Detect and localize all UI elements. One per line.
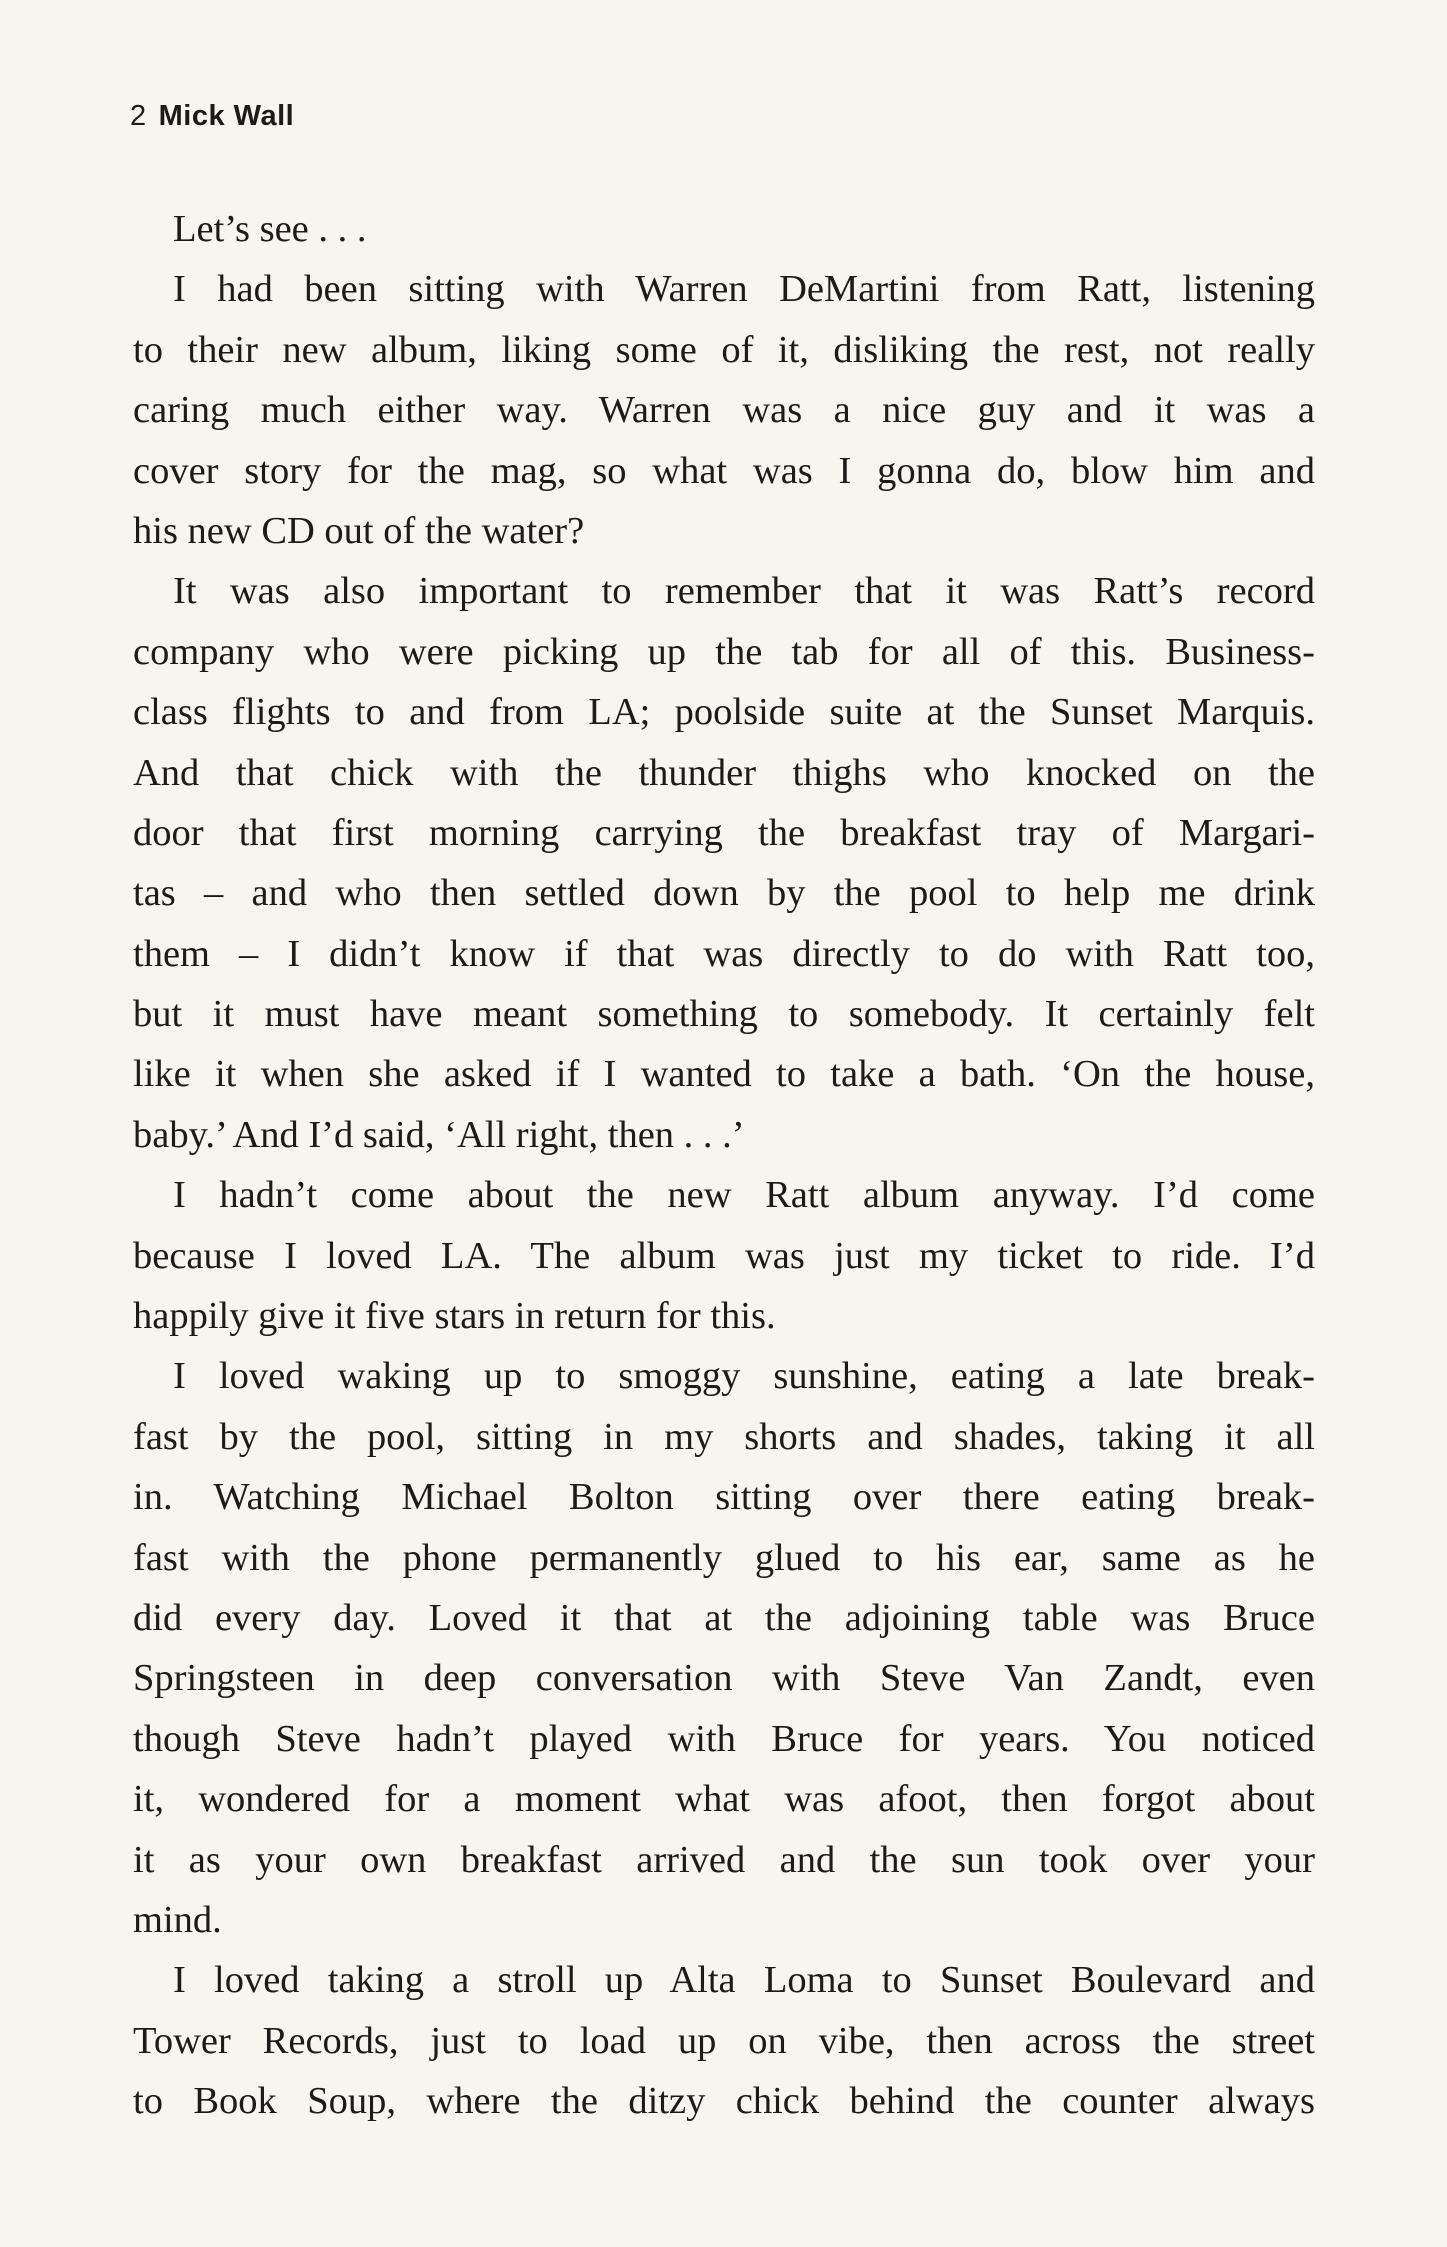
text-line: company who were picking up the tab for all of this. Business- xyxy=(133,630,1315,673)
text-line: I hadn’t come about the new Ratt album anyway. I’d come xyxy=(173,1174,1315,1217)
text-line: And that chick with the thunder thighs who knocked on the xyxy=(133,751,1315,794)
text-line: door that first morning carrying the breakfast tray of Margari- xyxy=(133,811,1315,854)
text-line: tas – and who then settled down by the pool to help me drink xyxy=(133,872,1315,915)
text-line: in. Watching Michael Bolton sitting over there eating break- xyxy=(133,1476,1315,1519)
text-line: them – I didn’t know if that was directly to do with Ratt too, xyxy=(133,932,1315,975)
running-head xyxy=(130,100,294,133)
text-line: his new CD out of the water? xyxy=(133,509,585,552)
text-line: did every day. Loved it that at the adjoining table was Bruce xyxy=(133,1596,1315,1639)
page-number: 2 xyxy=(130,100,147,132)
text-line: mind. xyxy=(133,1898,222,1941)
text-line: Tower Records, just to load up on vibe, then across the street xyxy=(133,2019,1315,2062)
text-line: it as your own breakfast arrived and the sun took over your xyxy=(133,1838,1315,1881)
text-line: to their new album, liking some of it, disliking the rest, not really xyxy=(133,328,1315,371)
paragraph xyxy=(133,199,1315,259)
body-text xyxy=(133,199,1315,2132)
paragraph xyxy=(133,1165,1315,1346)
text-line: I loved waking up to smoggy sunshine, eating a late break- xyxy=(173,1355,1315,1398)
text-line: but it must have meant something to somebody. It certainly felt xyxy=(133,993,1315,1036)
text-line: though Steve hadn’t played with Bruce for years. You noticed xyxy=(133,1717,1315,1760)
paragraph xyxy=(133,561,1315,1165)
text-line: because I loved LA. The album was just my ticket to ride. I’d xyxy=(133,1234,1315,1277)
paragraph xyxy=(133,1346,1315,1950)
text-line: caring much either way. Warren was a nice guy and it was a xyxy=(133,389,1315,432)
text-line: class flights to and from LA; poolside suite at the Sunset Marquis. xyxy=(133,691,1315,734)
text-line: happily give it five stars in return for this. xyxy=(133,1295,776,1338)
text-line: cover story for the mag, so what was I gonna do, blow him and xyxy=(133,449,1315,492)
text-line: I loved taking a stroll up Alta Loma to Sunset Boulevard and xyxy=(173,1959,1315,2002)
paragraph xyxy=(133,259,1315,561)
text-line: I had been sitting with Warren DeMartini from Ratt, listening xyxy=(173,268,1315,311)
paragraph xyxy=(133,1950,1315,2131)
text-line: fast with the phone permanently glued to his ear, same as he xyxy=(133,1536,1315,1579)
text-line: Springsteen in deep conversation with Steve Van Zandt, even xyxy=(133,1657,1315,1700)
running-head-author: Mick Wall xyxy=(158,100,295,132)
text-line: to Book Soup, where the ditzy chick behind the counter always xyxy=(133,2080,1315,2123)
text-line: baby.’ And I’d said, ‘All right, then . . .’ xyxy=(133,1113,745,1156)
text-line: it, wondered for a moment what was afoot, then forgot about xyxy=(133,1778,1315,1821)
text-line: like it when she asked if I wanted to take a bath. ‘On the house, xyxy=(133,1053,1315,1096)
text-line: It was also important to remember that it was Ratt’s record xyxy=(173,570,1315,613)
text-line: fast by the pool, sitting in my shorts and shades, taking it all xyxy=(133,1415,1315,1458)
text-line: Let’s see . . . xyxy=(173,208,367,250)
